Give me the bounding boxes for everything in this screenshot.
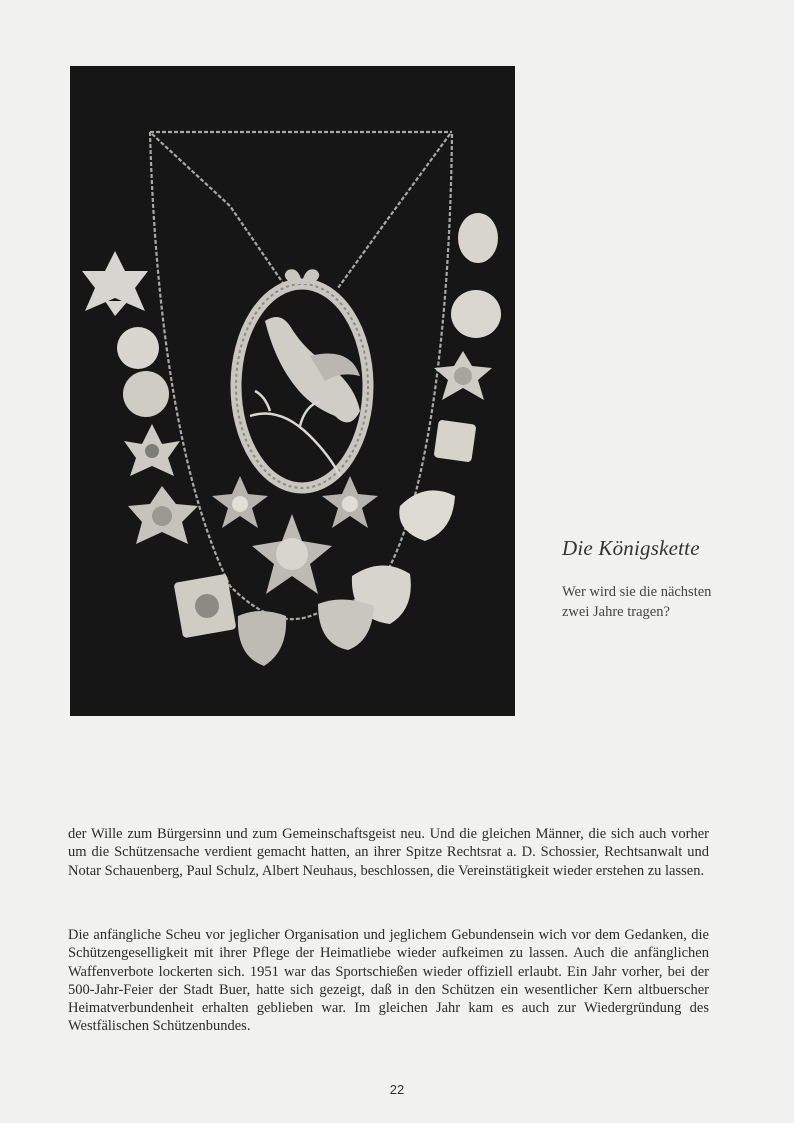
body-paragraph-2: Die anfängliche Scheu vor jeglicher Organisation und jeglichem Gebundensein wich vor dem Gedanken, die Schützengeselligkeit mit ihrer Pflege der Heimatliebe wieder aufkeimen zu lassen. Auch die anfänglichen Waffenverbote lockerten sich. 1951 war das Sportschießen wieder offiziell erlaubt. Ein Jahr vorher, bei der 500-Jahr-Feier der Stadt Buer, hatte sich gezeigt, daß in den Schützen ein wesentlicher Kern altbuerscher Heimatverbundenheit erhalten geblieben war. Im gleichen Jahr kam es auch zur Wiedergründung des Westfälischen Schützenbundes. (68, 927, 709, 1035)
caption-text: Wer wird sie die nächsten zwei Jahre tragen? (562, 584, 712, 620)
page-number: 22 (389, 1082, 405, 1097)
caption-title: Die Königskette (562, 536, 700, 560)
body-paragraph-1: der Wille zum Bürgersinn und zum Gemeinschaftsgeist neu. Und die gleichen Männer, die sich auch vorher um die Schützensache verdient gemacht hatten, an ihrer Spitze Rechtsrat a. D. Schossier, Rechtsanwalt und Notar Schauenberg, Paul Schulz, Albert Neuhaus, beschlossen, die Vereinstätigkeit wieder erstehen zu lassen. (68, 826, 709, 879)
koenigskette-photo (70, 66, 515, 716)
